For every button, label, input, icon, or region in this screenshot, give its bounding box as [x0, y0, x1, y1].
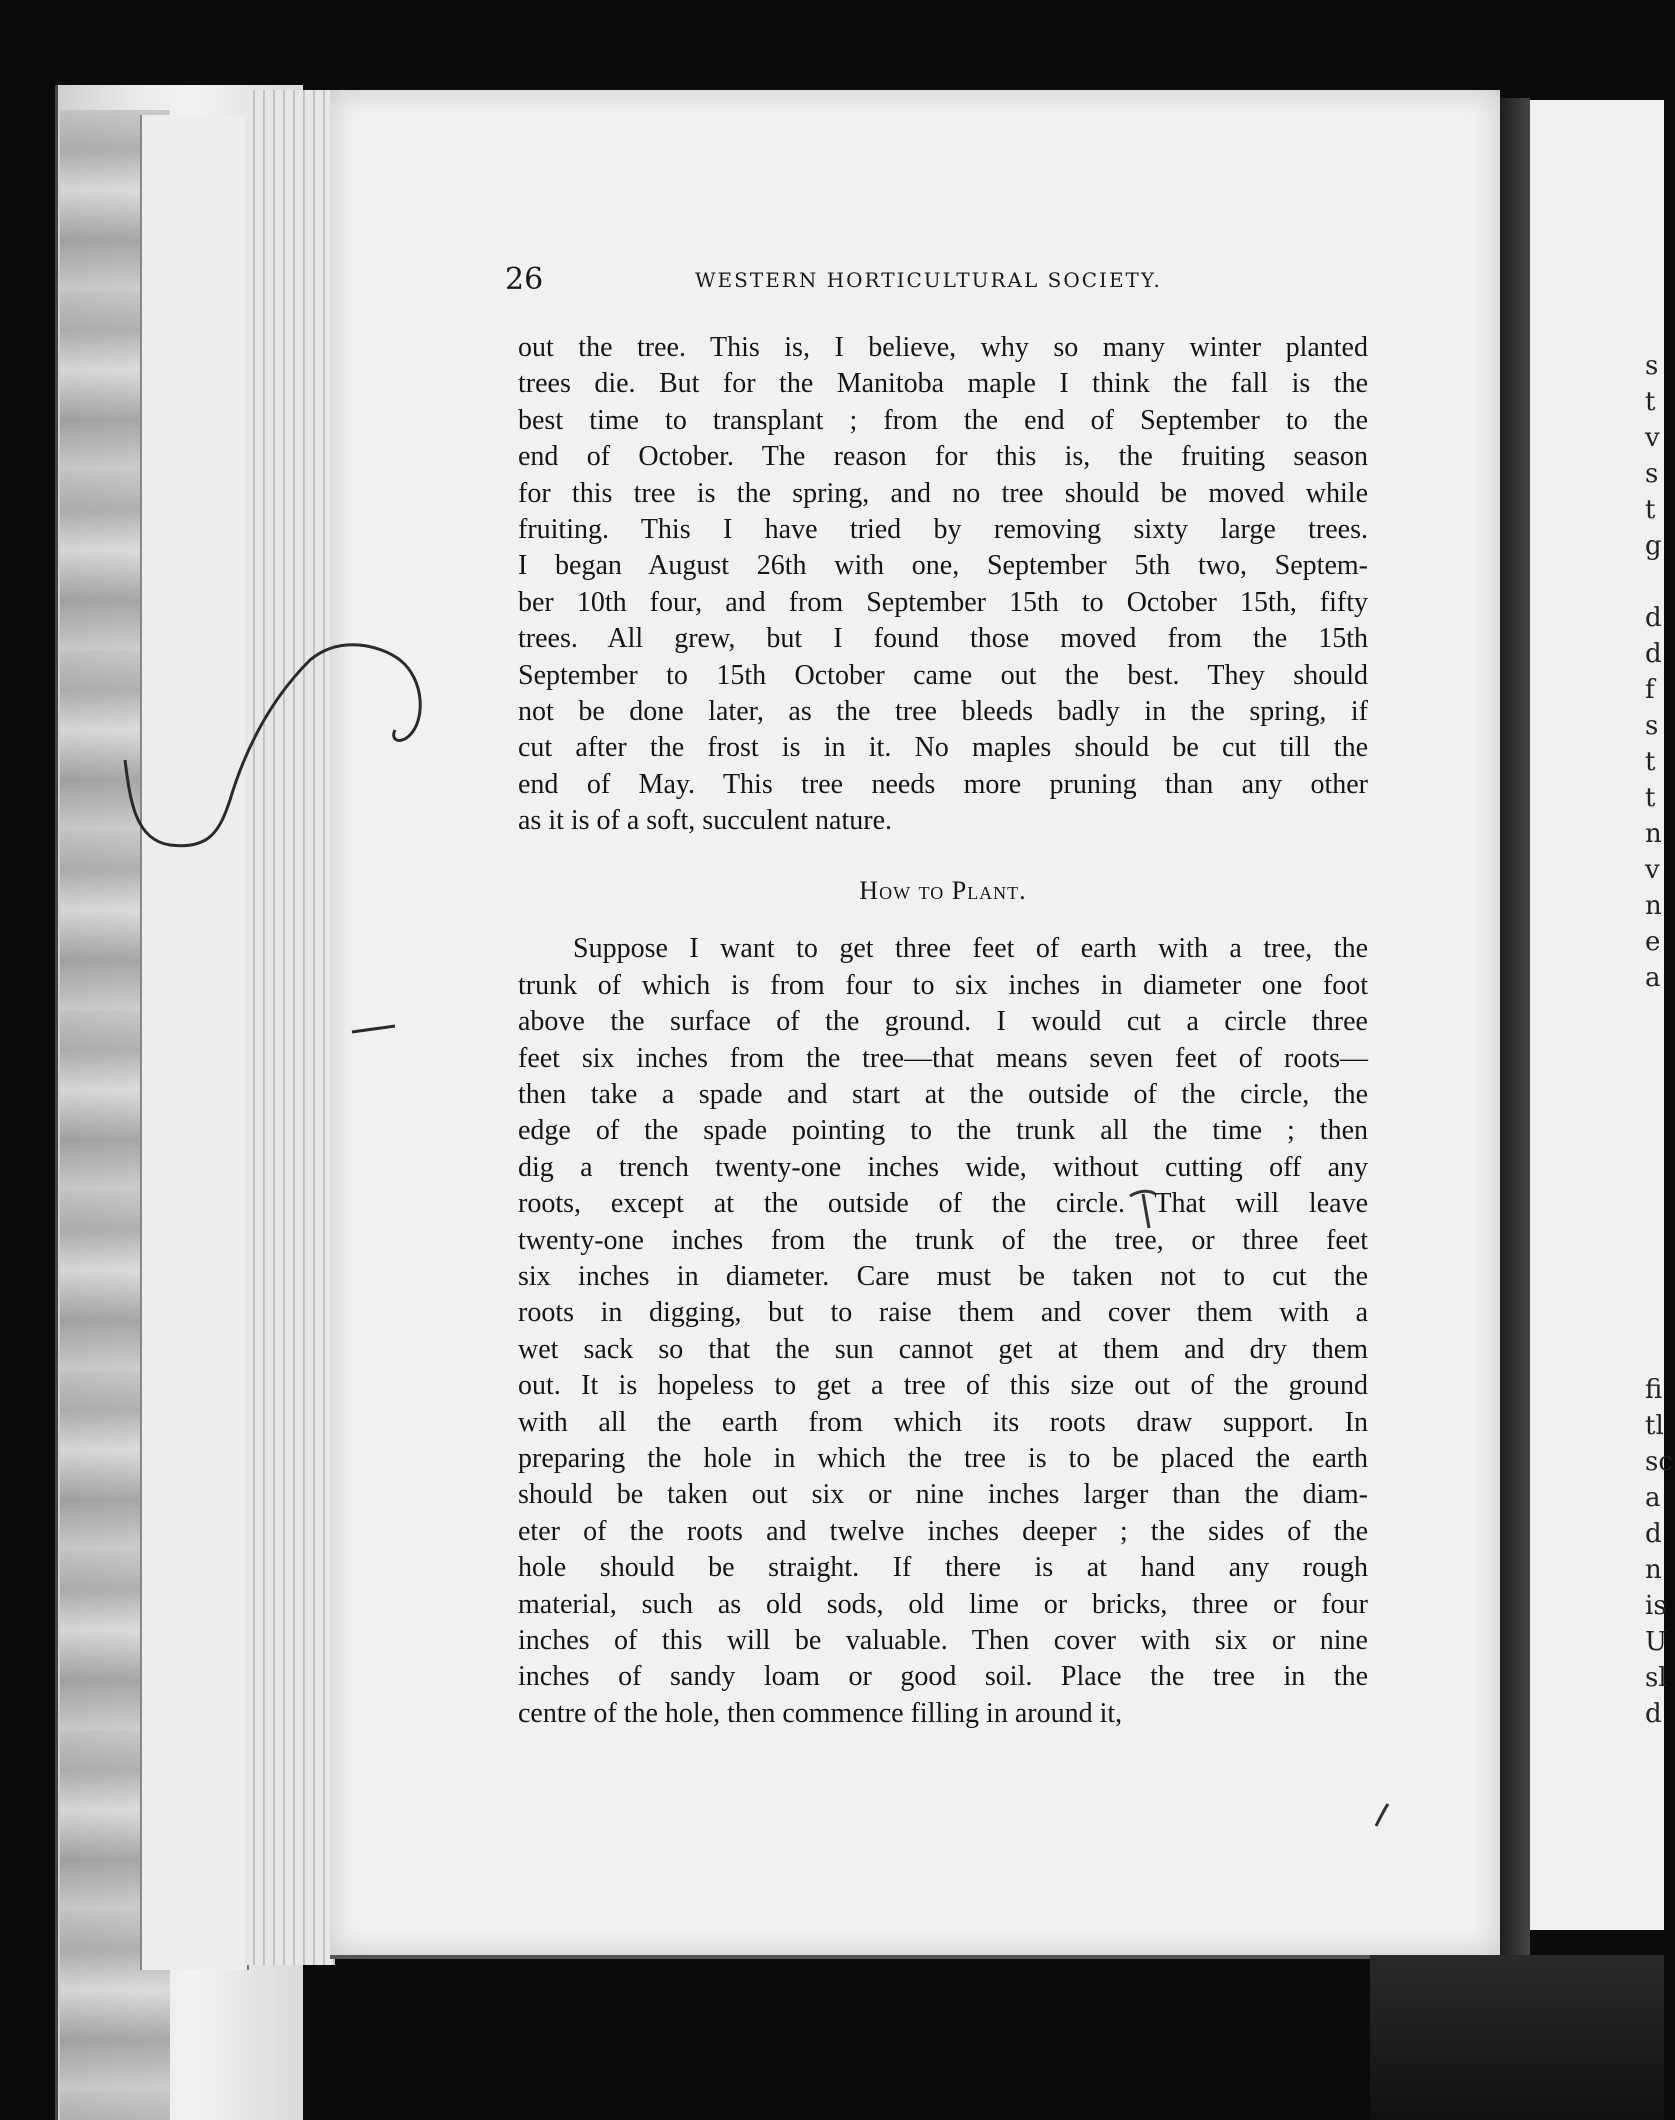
text-line: trees. All grew, but I found those moved from the 15th [518, 623, 1368, 655]
facing-page-fragment: s [1645, 351, 1659, 381]
text-line: edge of the spade pointing to the trunk all the time ; then [518, 1115, 1368, 1147]
facing-page-fragment: s [1645, 711, 1659, 741]
text-line: roots in digging, but to raise them and cover them with a [518, 1297, 1368, 1329]
facing-page-fragment: n [1645, 819, 1662, 849]
text-line: wet sack so that the sun cannot get at them and dry them [518, 1333, 1368, 1365]
text-line: above the surface of the ground. I would cut a circle three [518, 1006, 1368, 1038]
ink-speck [1370, 1800, 1394, 1830]
page-stack-edges [245, 90, 335, 1965]
text-line: inches of sandy loam or good soil. Place the tree in the [518, 1661, 1368, 1693]
facing-page-fragment: g [1645, 531, 1662, 561]
text-line: preparing the hole in which the tree is to be placed the earth [518, 1442, 1368, 1474]
facing-page [1530, 100, 1664, 1930]
text-line: inches of this will be valuable. Then cover with six or nine [518, 1624, 1368, 1656]
facing-page-fragment: e [1645, 927, 1661, 957]
facing-page-fragment: n [1645, 1555, 1662, 1585]
facing-page-fragment: sc [1645, 1447, 1673, 1477]
facing-page-fragment: v [1645, 855, 1660, 885]
text-line: roots, except at the outside of the circle. That will leave [518, 1188, 1368, 1220]
text-line: feet six inches from the tree—that means seven feet of roots— [518, 1042, 1368, 1074]
facing-page-fragment: t [1645, 495, 1656, 525]
pen-tick-mark [1125, 1188, 1165, 1238]
facing-page-fragment: a [1645, 963, 1661, 993]
paragraph-maple-timing [518, 330, 1368, 839]
facing-page-fragment: v [1645, 423, 1660, 453]
facing-page-fragment: n [1645, 891, 1662, 921]
text-line: fruiting. This I have tried by removing sixty large trees. [518, 513, 1368, 545]
text-line: out. It is hopeless to get a tree of this size out of the ground [518, 1370, 1368, 1402]
text-line: I began August 26th with one, September 5th two, Septem- [518, 550, 1368, 582]
text-line: best time to transplant ; from the end of September to the [518, 404, 1368, 436]
text-line: hole should be straight. If there is at hand any rough [518, 1552, 1368, 1584]
text-line: Suppose I want to get three feet of earth with a tree, the [573, 933, 1368, 965]
facing-page-fragment: tl [1645, 1411, 1664, 1441]
text-line: dig a trench twenty-one inches wide, without cutting off any [518, 1151, 1368, 1183]
facing-page-fragment [1645, 564, 1675, 600]
page-gutter-shadow [1500, 98, 1530, 1958]
text-line: centre of the hole, then commence filling in around it, [518, 1697, 1123, 1729]
section-heading: How to Plant. [859, 876, 1027, 906]
text-line: September to 15th October came out the best. They should [518, 659, 1368, 691]
text-line: trees die. But for the Manitoba maple I think the fall is the [518, 368, 1368, 400]
facing-page-text-top [1645, 348, 1675, 996]
text-line: for this tree is the spring, and no tree should be moved while [518, 477, 1368, 509]
facing-page-fragment: U [1645, 1627, 1667, 1657]
facing-page-fragment: t [1645, 783, 1656, 813]
text-line: eter of the roots and twelve inches deeper ; the sides of the [518, 1515, 1368, 1547]
facing-page-fragment: d [1645, 603, 1662, 633]
facing-page-fragment: f [1645, 675, 1655, 705]
facing-page-fragment: t [1645, 387, 1656, 417]
facing-page-fragment: t [1645, 747, 1656, 777]
text-line: with all the earth from which its roots draw support. In [518, 1406, 1368, 1438]
text-line: ber 10th four, and from September 15th to October 15th, fifty [518, 586, 1368, 618]
running-title: WESTERN HORTICULTURAL SOCIETY. [695, 268, 1162, 292]
facing-page-fragment: a [1645, 1483, 1661, 1513]
text-line: should be taken out six or nine inches larger than the diam- [518, 1479, 1368, 1511]
text-line: twenty-one inches from the trunk of the tree, or three feet [518, 1224, 1368, 1256]
pen-scribble-mark [110, 640, 450, 880]
margin-dash-mark [350, 1020, 400, 1040]
cover-board-edge [140, 115, 249, 1970]
paragraph-how-to-plant [518, 931, 1368, 1732]
text-line: not be done later, as the tree bleeds badly in the spring, if [518, 695, 1368, 727]
facing-page-fragment: d [1645, 1519, 1662, 1549]
text-line: trunk of which is from four to six inches in diameter one foot [518, 969, 1368, 1001]
facing-page-fragment: s [1645, 459, 1659, 489]
text-line: material, such as old sods, old lime or bricks, three or four [518, 1588, 1368, 1620]
text-line: end of May. This tree needs more pruning than any other [518, 768, 1368, 800]
text-line: then take a spade and start at the outside of the circle, the [518, 1079, 1368, 1111]
text-line: six inches in diameter. Care must be taken not to cut the [518, 1260, 1368, 1292]
facing-page-fragment: d [1645, 1699, 1662, 1729]
facing-page-text-bottom [1645, 1372, 1675, 1732]
text-line: end of October. The reason for this is, the fruiting season [518, 441, 1368, 473]
facing-page-fragment: sl [1645, 1663, 1667, 1693]
bottom-corner-shadow [1370, 1955, 1664, 2120]
body-text [518, 330, 1368, 1732]
facing-page-fragment: d [1645, 639, 1662, 669]
text-line: as it is of a soft, succulent nature. [518, 805, 893, 837]
facing-page-fragment: is [1645, 1591, 1667, 1621]
facing-page-fragment: fi [1645, 1375, 1663, 1405]
page-number: 26 [505, 262, 544, 297]
running-head [505, 262, 1225, 302]
text-line: out the tree. This is, I believe, why so many winter planted [518, 332, 1368, 363]
text-line: cut after the frost is in it. No maples should be cut till the [518, 732, 1368, 764]
